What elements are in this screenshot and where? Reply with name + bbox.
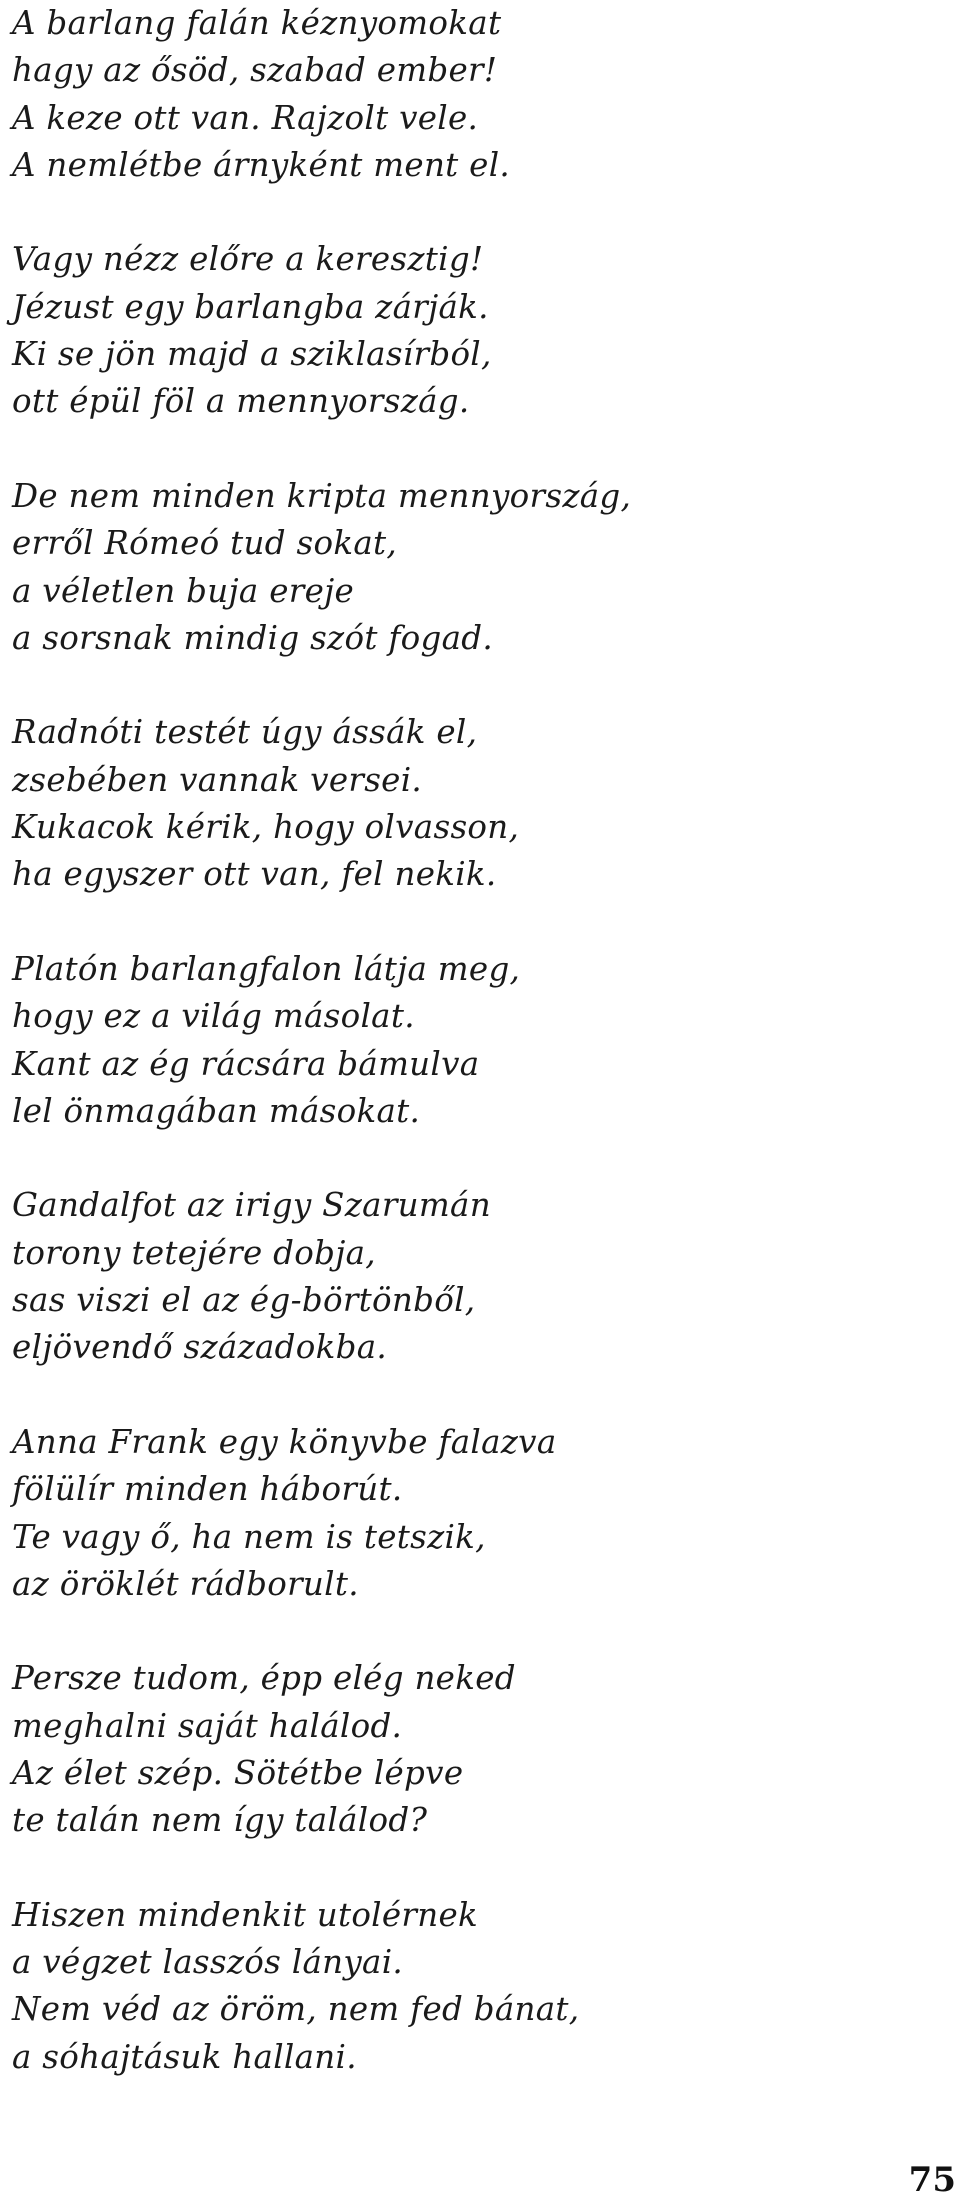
stanza-1 — [12, 0, 932, 189]
poem-line: Anna Frank egy könyvbe falazva — [12, 1422, 557, 1461]
poem-line: Az élet szép. Sötétbe lépve — [12, 1753, 464, 1792]
poem-line: A barlang falán kéznyomokat — [12, 4, 502, 42]
poem-line: a sorsnak mindig szót fogad. — [12, 618, 494, 657]
stanza-7 — [12, 1419, 932, 1608]
poem-line: hagy az ősöd, szabad ember! — [12, 51, 498, 90]
poem-line: ha egyszer ott van, fel nekik. — [12, 855, 497, 894]
poem-line: Vagy nézz előre a keresztig! — [12, 240, 484, 279]
poem-line: Platón barlangfalon látja meg, — [12, 949, 521, 988]
stanza-4 — [12, 709, 932, 898]
stanza-5 — [12, 946, 932, 1135]
stanza-2 — [12, 236, 932, 425]
poem-line: Ki se jön majd a sziklasírból, — [12, 335, 492, 374]
poem-line: erről Rómeó tud sokat, — [12, 524, 398, 563]
poem-line: Nem véd az öröm, nem fed bánat, — [12, 1990, 580, 2029]
poem-line: a sóhajtásuk hallani. — [12, 2037, 357, 2076]
poem-line: Kukacok kérik, hogy olvasson, — [12, 808, 520, 847]
poem-line: Kant az ég rácsára bámulva — [12, 1044, 480, 1083]
poem-line: sas viszi el az ég-börtönből, — [12, 1281, 476, 1320]
poem-line: az öröklét rádborult. — [12, 1564, 359, 1603]
stanza-9 — [12, 1892, 932, 2081]
poem-line: a végzet lasszós lányai. — [12, 1943, 404, 1982]
poem-line: Persze tudom, épp elég neked — [12, 1659, 516, 1698]
poem-line: Gandalfot az irigy Szarumán — [12, 1186, 491, 1225]
page-number: 75 — [908, 2160, 956, 2200]
poem-line: De nem minden kripta mennyország, — [12, 476, 632, 515]
stanza-3 — [12, 473, 932, 662]
poem-line: meghalni saját halálod. — [12, 1706, 403, 1745]
poem-line: Jézust egy barlangba zárják. — [12, 287, 489, 326]
poem-line: Radnóti testét úgy ássák el, — [12, 713, 478, 752]
poem-line: fölülír minden háborút. — [12, 1470, 403, 1509]
poem-line: torony tetejére dobja, — [12, 1233, 376, 1272]
poem-text — [12, 0, 932, 2081]
poem-line: eljövendő századokba. — [12, 1328, 388, 1367]
poem-line: A nemlétbe árnyként ment el. — [12, 145, 511, 184]
poem-line: Hiszen mindenkit utolérnek — [12, 1895, 479, 1934]
poem-line: ott épül föl a mennyország. — [12, 382, 470, 421]
poem-line: zsebében vannak versei. — [12, 760, 423, 799]
poem-line: a véletlen buja ereje — [12, 571, 355, 610]
poem-line: hogy ez a világ másolat. — [12, 997, 415, 1036]
stanza-6 — [12, 1182, 932, 1371]
poem-line: lel önmagában másokat. — [12, 1091, 421, 1130]
poem-line: A keze ott van. Rajzolt vele. — [12, 98, 479, 137]
stanza-8 — [12, 1655, 932, 1844]
poem-line: Te vagy ő, ha nem is tetszik, — [12, 1517, 486, 1556]
poem-line: te talán nem így találod? — [12, 1801, 428, 1840]
